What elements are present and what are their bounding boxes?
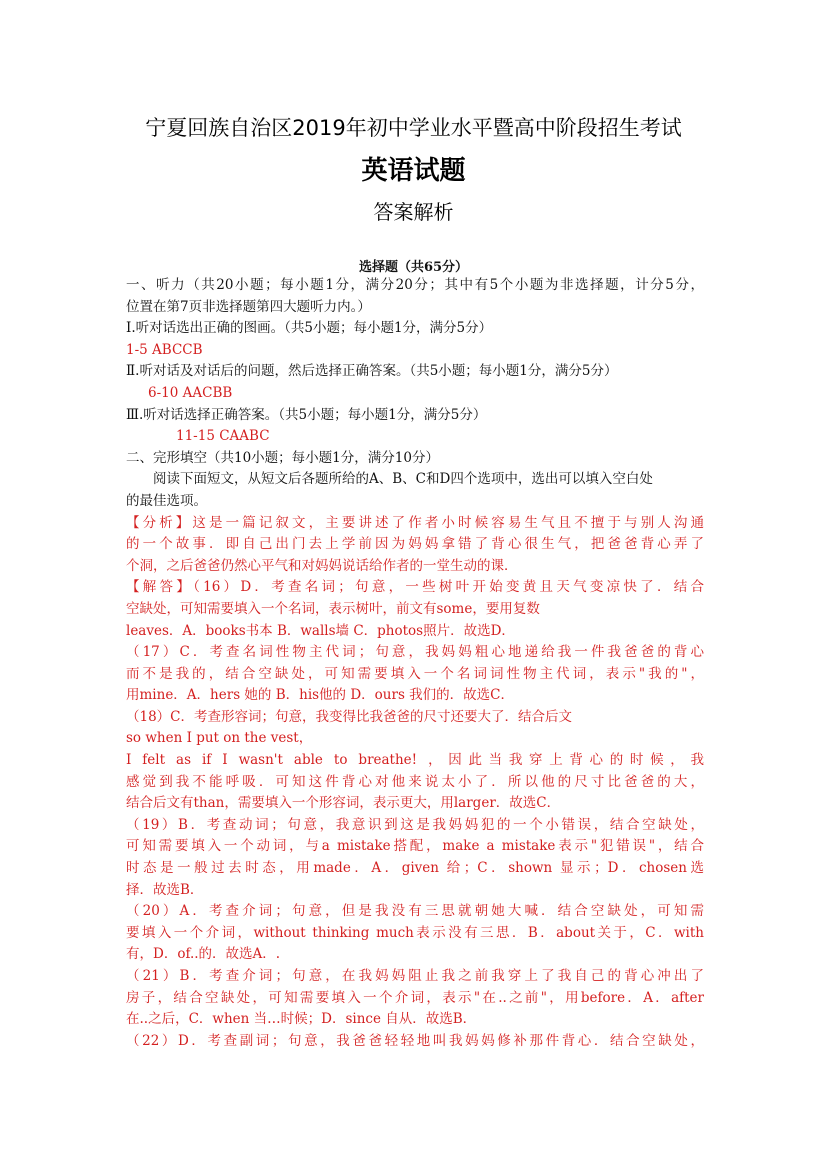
answer-line: leaves．A．books书本 B．walls墙 C．photos照片．故选D．	[126, 622, 515, 639]
part2-label: Ⅱ.听对话及对话后的问题，然后选择正确答案。（共5小题；每小题1分，满分5分）	[126, 363, 618, 380]
part2-answer: 6-10 AACBB	[148, 384, 233, 401]
answer-line: （21）B．考查介词；句意，在我妈妈阻止我之前我穿上了我自己的背心冲出了	[126, 968, 704, 984]
part3-answer: 11-15 CAABC	[176, 428, 270, 445]
subject-title: 英语试题	[361, 156, 466, 186]
cloze-instruction: 阅读下面短文，从短文后各题所给的A、B、C和D四个选项中，选出可以填入空白处	[153, 471, 653, 488]
answer-analysis-title: 答案解析	[373, 200, 454, 224]
cloze-intro: 二、完形填空（共10小题；每小题1分，满分10分）	[126, 449, 439, 466]
answer-line: so when I put on the vest，	[126, 730, 313, 747]
answer-line: 在..之后，C．when 当…时候；D．since 自从．故选B．	[126, 1011, 477, 1028]
answer-line: 可知需要填入一个动词，与a mistake搭配，make a mistake表示"犯错误"，结合	[126, 838, 704, 855]
answer-line: 空缺处，可知需要填入一个名词，表示树叶，前文有some，要用复数	[126, 600, 540, 617]
analysis-line: 个洞，之后爸爸仍然心平气和对妈妈说话给作者的一堂生动的课．	[126, 557, 518, 574]
answer-line: 要填入一个介词，without thinking much表示没有三思．B．about关于，C．with	[126, 924, 704, 941]
answer-line: 而不是我的，结合空缺处，可知需要填入一个名词词性物主代词，表示"我的"，	[126, 665, 704, 682]
exam-title: 宁夏回族自治区2019年初中学业水平暨高中阶段招生考试	[145, 116, 682, 140]
part1-label: Ⅰ.听对话选出正确的图画。（共5小题；每小题1分，满分5分）	[126, 320, 493, 337]
answer-line: 房子，结合空缺处，可知需要填入一个介词，表示"在..之前"，用before．A．after	[126, 989, 704, 1006]
listening-intro-cont: 位置在第7页非选择题第四大题听力内。）	[126, 298, 371, 315]
answer-line: 择．故选B．	[126, 881, 204, 898]
answer-line: （19）B．考查动词；句意，我意识到这是我妈妈犯的一个小错误，结合空缺处，	[126, 816, 704, 833]
answer-line: （17）C．考查名词性物主代词；句意，我妈妈粗心地递给我一件我爸爸的背心	[126, 644, 704, 661]
answer-line: （18）C．考查形容词；句意，我变得比我爸爸的尺寸还要大了．结合后文	[126, 708, 573, 725]
analysis-line: 的一个故事．即自己出门去上学前因为妈妈拿错了背心很生气，把爸爸背心弄了	[126, 536, 704, 553]
answer-line: 时态是一般过去时态，用made．A．given 给；C．shown 显示；D．chosen选	[126, 860, 704, 877]
answer-line: 感觉到我不能呼吸．可知这件背心对他来说太小了．所以他的尺寸比爸爸的大，	[126, 773, 704, 790]
part1-answer: 1-5 ABCCB	[126, 341, 203, 358]
cloze-instruction-cont: 的最佳选项。	[126, 492, 207, 509]
analysis-block	[126, 513, 704, 1053]
answer-line: （20）A．考查介词；句意，但是我没有三思就朝她大喊．结合空缺处，可知需	[126, 903, 704, 920]
answer-line: 有，D．of..的．故选A．.	[126, 946, 281, 963]
section-heading: 选择题（共65分）	[358, 260, 469, 275]
analysis-line: 【分析】这是一篇记叙文，主要讲述了作者小时候容易生气且不擅于与别人沟通	[126, 514, 704, 531]
answer-line: （22）D．考查副词；句意，我爸爸轻轻地叫我妈妈修补那件背心．结合空缺处，	[126, 1032, 704, 1049]
document-body	[126, 275, 704, 1052]
answer-line: I felt as if I wasn't able to breathe! ，因此当我穿上背心的时候，我	[126, 752, 704, 769]
answer-line: 结合后文有than，需要填入一个形容词，表示更大，用larger．故选C．	[126, 795, 561, 812]
part3-label: Ⅲ.听对话选择正确答案。（共5小题；每小题1分，满分5分）	[126, 406, 487, 423]
listening-intro: 一、听力（共20小题；每小题1分，满分20分；其中有5个小题为非选择题，计分5分，	[126, 277, 704, 293]
answer-line: 【解答】（16）D．考查名词；句意，一些树叶开始变黄且天气变凉快了．结合	[126, 579, 704, 596]
answer-line: 用mine．A．hers 她的 B．his他的 D．ours 我们的．故选C．	[126, 687, 514, 704]
